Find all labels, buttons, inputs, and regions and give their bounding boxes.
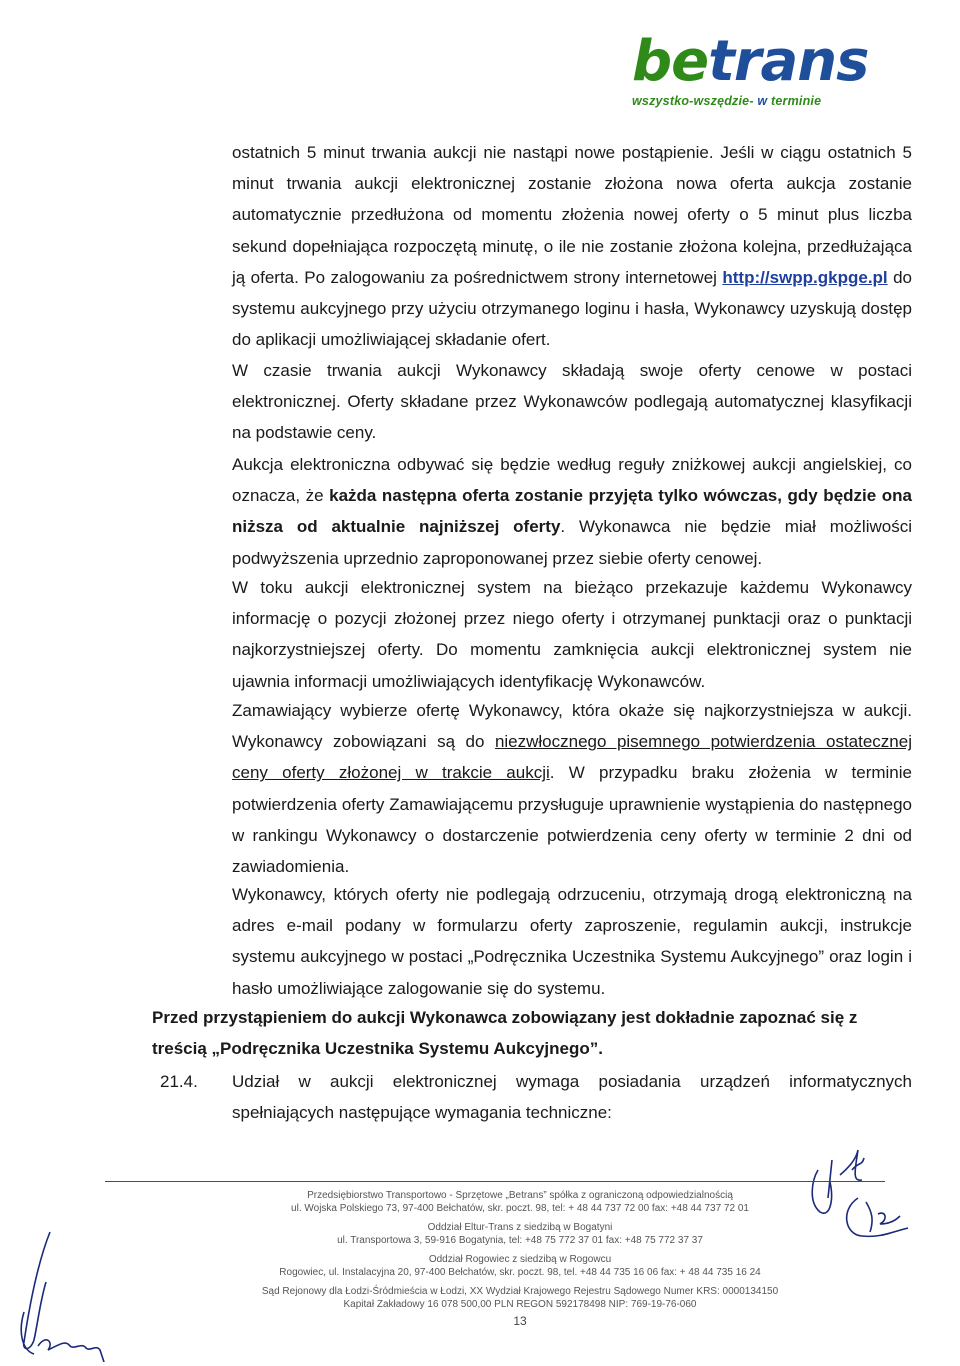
footer-branch-rogowiec-address: Rogowiec, ul. Instalacyjna 20, 97-400 Bełchatów, skr. poczt. 98, tel. +48 44 735 16 06 fax: + 48 44 735 16 24 <box>279 1266 761 1278</box>
footer-branch-rogowiec: Oddział Rogowiec z siedzibą w Rogowcu <box>428 1254 612 1265</box>
footer-registry: Sąd Rejonowy dla Łodzi-Śródmieścia w Łodzi, XX Wydział Krajowego Rejestru Sądowego Numer KRS: 0000134150 <box>261 1286 779 1297</box>
bold-notice: Przed przystąpieniem do aukcji Wykonawca zobowiązany jest dokładnie zapoznać się z treścią „Podręcznika Uczestnika Systemu Aukcyjnego”. <box>152 1008 858 1059</box>
footer-company-name: Przedsiębiorstwo Transportowo - Sprzętowe „Betrans” spółka z ograniczoną odpowiedzialnością <box>307 1190 733 1201</box>
footer-divider <box>105 1181 885 1182</box>
auction-system-link[interactable]: http://swpp.gkpge.pl <box>722 267 888 287</box>
footer-company-address: ul. Wojska Polskiego 73, 97-400 Bełchatów, skr. poczt. 98, tel: + 48 44 737 72 00 fax: +48 44 737 72 01 <box>291 1202 749 1214</box>
company-logo <box>632 29 872 108</box>
section-number: 21.4. <box>160 1072 198 1091</box>
footer-capital: Kapitał Zakładowy 16 078 500,00 PLN REGON 592178498 NIP: 769-19-76-060 <box>343 1298 697 1310</box>
paragraph-invitation: Wykonawcy, których oferty nie podlegają odrzuceniu, otrzymają drogą elektroniczną na adres e-mail podany w formularzu oferty zaproszenie, regulamin aukcji, instrukcje systemu aukcyjnego w postaci „Podręcznika Uczestnika Systemu Aukcyjnego” oraz login i hasło umożliwiające zalogowanie się do systemu. <box>232 885 912 998</box>
footer-branch-bogatynia: Oddział Eltur-Trans z siedzibą w Bogatyni <box>427 1222 613 1233</box>
paragraph-offers-electronic: W czasie trwania aukcji Wykonawcy składają swoje oferty cenowe w postaci elektronicznej. Oferty składane przez Wykonawców podlegają automatycznej klasyfikacji na podstawie ceny. <box>232 361 912 443</box>
footer <box>120 1190 920 1328</box>
page-number: 13 <box>513 1314 527 1328</box>
logo-tagline: wszystko-wszędzie- w terminie <box>632 94 822 108</box>
section-text: Udział w aukcji elektronicznej wymaga posiadania urządzeń informatycznych spełniających następujące wymagania techniczne: <box>232 1072 912 1123</box>
paragraph-offer-selection: Zamawiający wybierze ofertę Wykonawcy, która okaże się najkorzystniejsza w aukcji. Wykonawcy zobowiązani są do niezwłocznego pisemnego potwierdzenia ostatecznej ceny oferty złożonej w trakcie aukcji. W przypadku braku złożenia w terminie potwierdzenia oferty Zamawiającemu przysługuje uprawnienie wystąpienia do następnego w rankingu Wykonawcy o dostarczenie potwierdzenia ceny oferty w terminie 2 dni od zawiadomienia. <box>232 701 912 877</box>
paragraph-auction-info: W toku aukcji elektronicznej system na bieżąco przekazuje każdemu Wykonawcy informację o pozycji złożonej przez niego oferty i otrzymanej punktacji oraz o punktacji najkorzystniejszej oferty. Do momentu zamknięcia aukcji elektronicznej system nie ujawnia informacji umożliwiających identyfikację Wykonawców. <box>232 578 912 691</box>
logo-wordmark: betrans <box>632 29 869 94</box>
paragraph-auction-extension: ostatnich 5 minut trwania aukcji nie nastąpi nowe postąpienie. Jeśli w ciągu ostatnich 5 minut trwania aukcji elektronicznej zostanie złożona nowa oferta aukcja zostanie automatycznie przedłużona od momentu złożenia nowej oferty o 5 minut plus liczba sekund dopełniająca rozpoczętą minutę, o ile nie zostanie złożona kolejna, przedłużająca ją oferta. Po zalogowaniu za pośrednictwem strony internetowej http://swpp.gkpge.pl do systemu aukcyjnego przy użyciu otrzymanego loginu i hasła, Wykonawcy uzyskują dostęp do aplikacji umożliwiającej składanie ofert. <box>232 143 912 350</box>
signature-left <box>8 1222 118 1362</box>
footer-branch-bogatynia-address: ul. Transportowa 3, 59-916 Bogatynia, tel: +48 75 772 37 01 fax: +48 75 772 37 37 <box>337 1234 703 1246</box>
paragraph-auction-rule: Aukcja elektroniczna odbywać się będzie według reguły zniżkowej aukcji angielskiej, co oznacza, że każda następna oferta zostanie przyjęta tylko wówczas, gdy będzie ona niższa od aktualnie najniższej oferty. Wykonawca nie będzie miał możliwości podwyższenia uprzednio zaproponowanej przez siebie oferty cenowej. <box>232 455 912 568</box>
